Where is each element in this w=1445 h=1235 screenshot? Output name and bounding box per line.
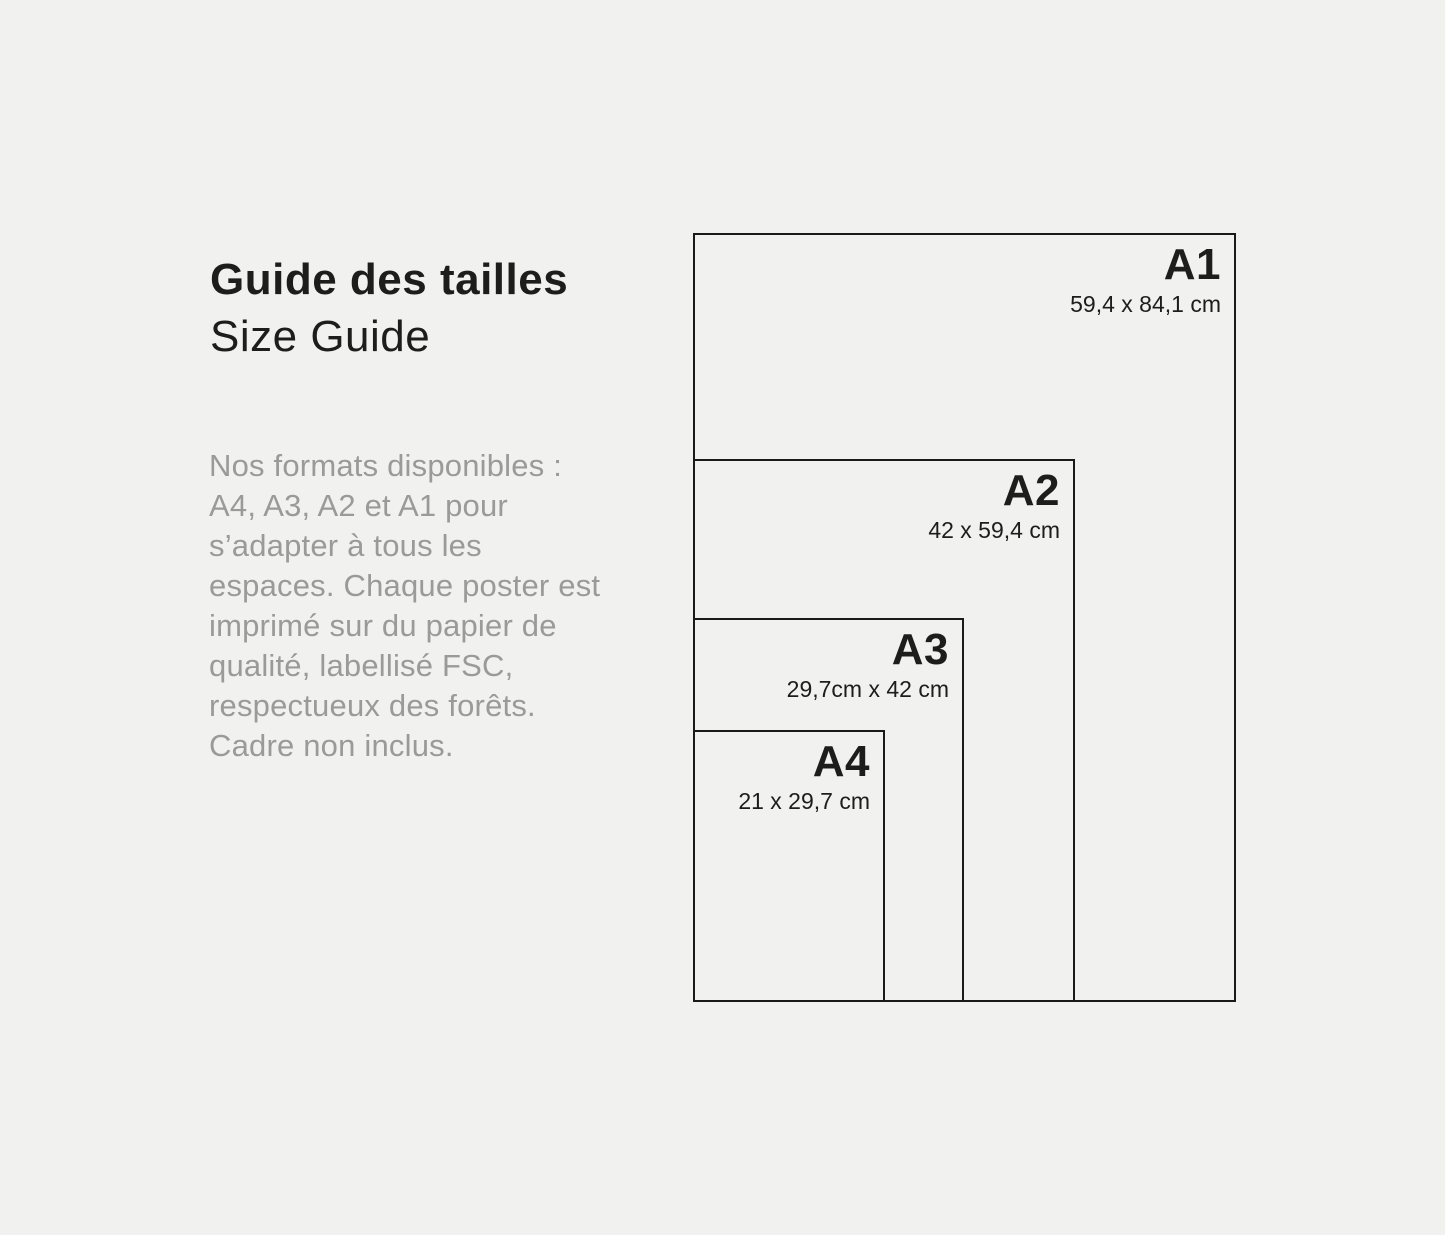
- page-title-english: Size Guide: [210, 312, 431, 361]
- size-label-a4: [738, 737, 870, 814]
- size-dimensions-a1: 59,4 x 84,1 cm: [1070, 291, 1221, 317]
- description-line: s’adapter à tous les: [209, 528, 482, 563]
- size-label-a3: [786, 625, 949, 702]
- size-name-a2: A2: [1002, 466, 1060, 515]
- description-line: Nos formats disponibles :: [209, 448, 563, 483]
- size-dimensions-a3: 29,7cm x 42 cm: [786, 676, 949, 702]
- description-line: A4, A3, A2 et A1 pour: [209, 488, 508, 523]
- description-line: Cadre non inclus.: [209, 728, 454, 763]
- description-line: imprimé sur du papier de: [209, 608, 557, 643]
- description-line: qualité, labellisé FSC,: [209, 648, 514, 683]
- size-dimensions-a2: 42 x 59,4 cm: [928, 517, 1060, 543]
- page-title-french: Guide des tailles: [210, 255, 569, 304]
- size-name-a1: A1: [1163, 240, 1221, 289]
- size-name-a4: A4: [812, 737, 870, 786]
- size-label-a1: [1070, 240, 1221, 317]
- description-line: respectueux des forêts.: [209, 688, 536, 723]
- size-dimensions-a4: 21 x 29,7 cm: [738, 788, 870, 814]
- size-rectangle-a4: [693, 730, 885, 1002]
- size-label-a2: [928, 466, 1060, 543]
- description-line: espaces. Chaque poster est: [209, 568, 601, 603]
- size-name-a3: A3: [891, 625, 949, 674]
